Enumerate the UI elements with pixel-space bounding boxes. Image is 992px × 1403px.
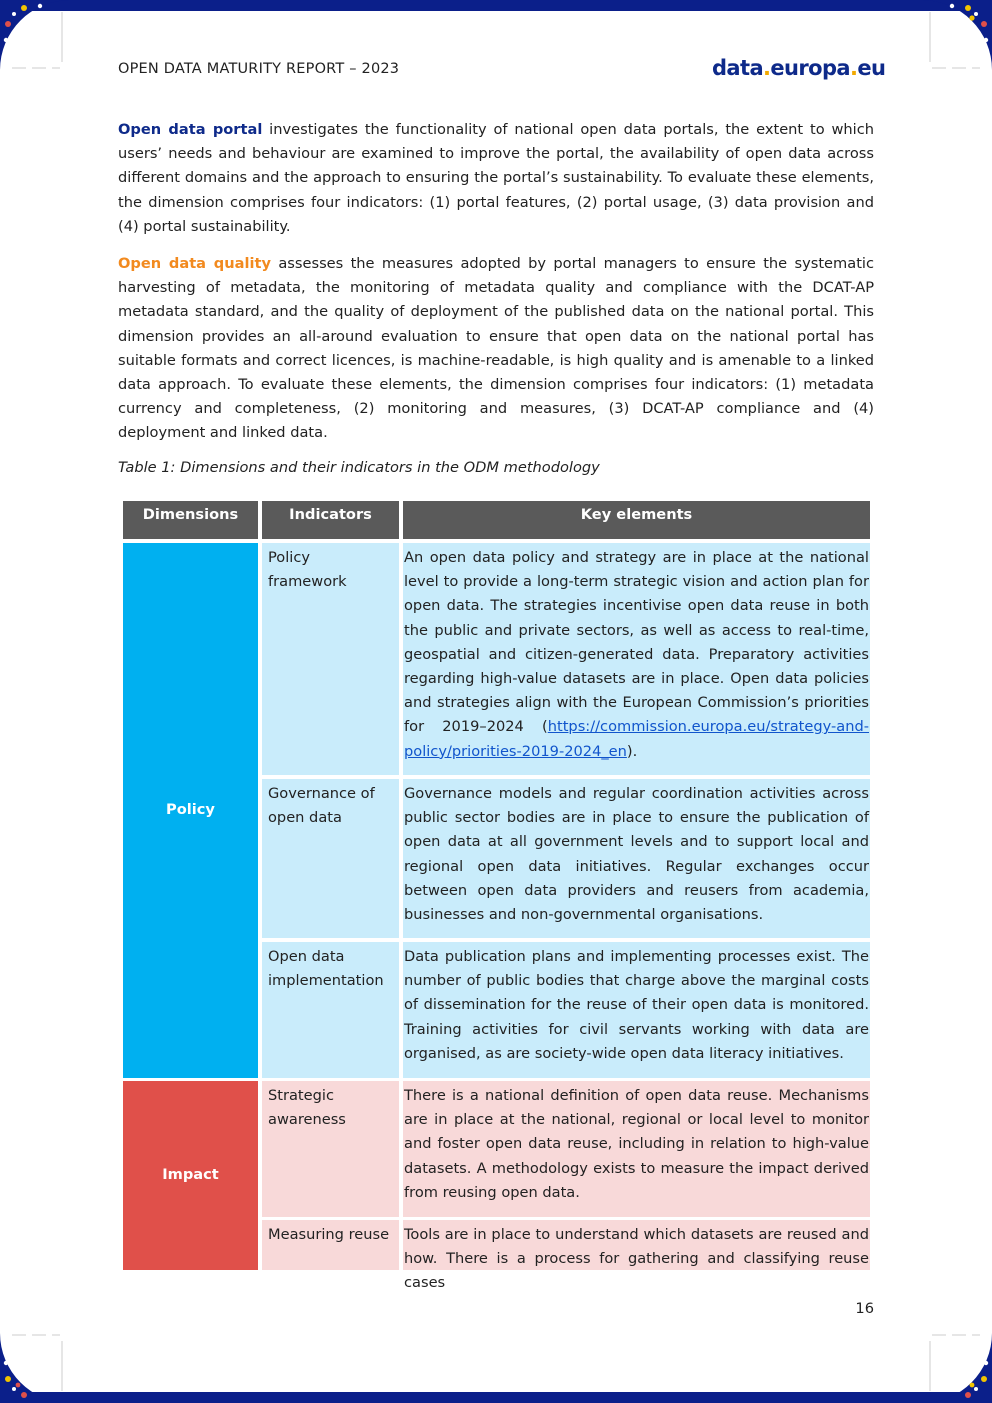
paragraph-open-data-portal	[118, 118, 874, 239]
term-open-data-quality: Open data quality	[118, 255, 271, 272]
paragraph-text: assesses the measures adopted by portal managers to ensure the systematic harvesting of metadata, the monitoring of metadata quality and compliance with the DCAT-AP metadata standard, and the quality of deployment of the published data on the national portal. This dimension provides an all-around evaluation to ensure that open data on the national portal has suitable formats and correct licences, is machine-readable, is high quality and is amenable to a linked data approach. To evaluate these elements, the dimension comprises four indicators: (1) metadata currency and completeness, (2) monitoring and measures, (3) DCAT-AP compliance and (4) deployment and linked data.	[118, 255, 874, 442]
key-text: ).	[626, 742, 638, 760]
indicator-open-data-implementation: Open data implementation	[262, 942, 399, 1078]
key-elements-implementation: Data publication plans and implementing processes exist. The number of public bodies that charge above the marginal costs of dissemination for the reuse of their open data is monitored. Training activities for civil servants working with data are organised, as are society-wide open data literacy initiatives.	[403, 942, 870, 1078]
key-elements-governance: Governance models and regular coordination activities across public sector bodies are in place to ensure the publication of open data at all government levels and to support local and regional open data initiatives. Regular exchanges occur between open data providers and reusers from academia, businesses and non-governmental organisations.	[403, 779, 870, 938]
key-text: An open data policy and strategy are in place at the national level to provide a long-term strategic vision and action plan for open data. The strategies incentivise open data reuse in both the public and private sectors, as well as access to real-time, geospatial and citizen-generated data. Preparatory activities regarding high-value datasets are in place. Open data policies and strategies align with the European Commission’s priorities for 2019–2024 (	[404, 549, 869, 736]
indicator-strategic-awareness: Strategic awareness	[262, 1081, 399, 1217]
logo-part-eu: eu	[857, 56, 886, 80]
corner-bottom-left	[0, 1333, 70, 1403]
key-elements-policy-framework	[403, 543, 870, 775]
dimension-policy: Policy	[123, 543, 258, 1078]
logo-part-data: data	[712, 56, 764, 80]
logo-dot: .	[850, 56, 858, 80]
frame-top-bar	[0, 0, 992, 11]
logo-part-europa: europa	[770, 56, 850, 80]
term-open-data-portal: Open data portal	[118, 121, 263, 138]
header-dimensions: Dimensions	[123, 501, 258, 539]
paragraph-text: investigates the functionality of national open data portals, the extent to which users’ needs and behaviour are examined to improve the portal, the availability of open data across different domains and the approach to ensuring the portal’s sustainability. To evaluate these elements, the dimension comprises four indicators: (1) portal features, (2) portal usage, (3) data provision and (4) portal sustainability.	[118, 121, 874, 235]
table-caption: Table 1: Dimensions and their indicators in the ODM methodology	[118, 459, 600, 476]
indicator-policy-framework: Policy framework	[262, 543, 399, 775]
frame-bottom-bar	[0, 1392, 992, 1403]
header-indicators: Indicators	[262, 501, 399, 539]
paragraph-open-data-quality	[118, 252, 874, 446]
corner-bottom-right	[922, 1333, 992, 1403]
data-europa-logo	[712, 56, 886, 84]
header-key-elements: Key elements	[403, 501, 870, 539]
logo-dot: .	[763, 56, 771, 80]
indicator-governance-of-open-data: Governance of open data	[262, 779, 399, 938]
dimension-impact: Impact	[123, 1081, 258, 1270]
commission-priorities-link[interactable]: https://commission.europa.eu/strategy-and-policy/priorities-2019-2024_en	[404, 718, 869, 760]
key-elements-measuring-reuse: Tools are in place to understand which datasets are reused and how. There is a process for gathering and classifying reuse cases	[403, 1220, 870, 1270]
corner-top-right	[922, 0, 992, 70]
key-elements-strategic-awareness: There is a national definition of open data reuse. Mechanisms are in place at the national, regional or local level to monitor and foster open data reuse, including in relation to high-value datasets. A methodology exists to measure the impact derived from reusing open data.	[403, 1081, 870, 1217]
indicator-measuring-reuse: Measuring reuse	[262, 1220, 399, 1270]
page-number: 16	[855, 1300, 874, 1317]
corner-top-left	[0, 0, 70, 70]
report-title: OPEN DATA MATURITY REPORT – 2023	[118, 61, 400, 77]
